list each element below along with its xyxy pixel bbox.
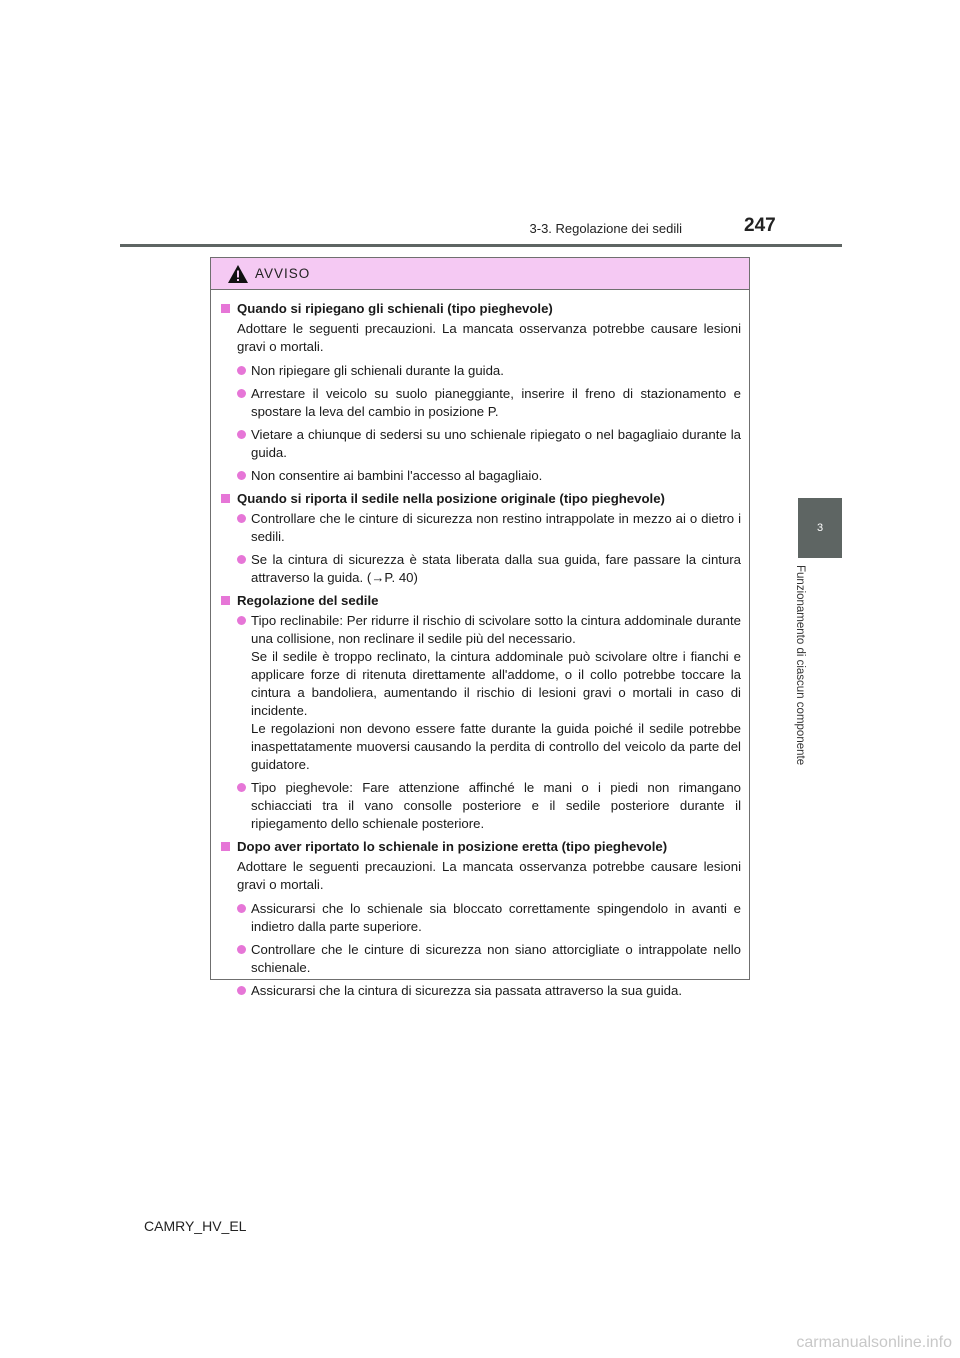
bullet-text: Assicurarsi che la cintura di sicurezza sia passata attraverso la sua guida.	[251, 983, 682, 998]
warning-section	[219, 592, 741, 833]
chapter-caption: Funzionamento di ciascun componente	[794, 565, 806, 766]
warning-section	[219, 838, 741, 1000]
bullet-item	[219, 900, 741, 936]
section-intro: Adottare le seguenti precauzioni. La mancata osservanza potrebbe causare lesioni gravi o mortali.	[237, 859, 741, 892]
section-heading: Quando si ripiegano gli schienali (tipo pieghevole)	[219, 300, 741, 318]
bullet-text: Tipo pieghevole: Fare attenzione affinché le mani o i piedi non rimangano schiacciati tra il vano consolle posteriore e il sedile posteriore durante il ripiegamento dello schienale posteriore.	[251, 780, 741, 831]
bullet-item	[219, 779, 741, 833]
bullet-text: Se il sedile è troppo reclinato, la cintura addominale può scivolare oltre i fianchi e applicare forze di ritenuta direttamente all'addome, o il collo potrebbe toccare la cintura a bandoliera, aumentando il rischio di lesioni gravi o mortali in caso di incidente.	[251, 649, 741, 718]
bullet-item	[219, 612, 741, 774]
section-heading: Quando si riporta il sedile nella posizione originale (tipo pieghevole)	[219, 490, 741, 508]
bullet-text: Non ripiegare gli schienali durante la guida.	[251, 363, 504, 378]
bullet-text: Le regolazioni non devono essere fatte durante la guida poiché il sedile potrebbe inaspettatamente muoversi causando la perdita di controllo del veicolo da parte del guidatore.	[251, 721, 741, 772]
bullet-text: Controllare che le cinture di sicurezza non siano attorcigliate o intrappolate nello schienale.	[251, 942, 741, 975]
bullet-item	[219, 941, 741, 977]
section-intro: Adottare le seguenti precauzioni. La mancata osservanza potrebbe causare lesioni gravi o mortali.	[237, 321, 741, 354]
warning-triangle-icon	[227, 264, 249, 284]
bullet-text: Arrestare il veicolo su suolo pianeggiante, inserire il freno di stazionamento e spostare la leva del cambio in posizione P.	[251, 386, 741, 419]
bullet-text: Vietare a chiunque di sedersi su uno schienale ripiegato o nel bagagliaio durante la guida.	[251, 427, 741, 460]
warning-header	[211, 258, 749, 290]
section-title: 3-3. Regolazione dei sedili	[529, 221, 682, 236]
model-code: CAMRY_HV_EL	[144, 1218, 247, 1234]
bullet-text: Assicurarsi che lo schienale sia bloccato correttamente spingendolo in avanti e indietro dalla parte superiore.	[251, 901, 741, 934]
bullet-text: Se la cintura di sicurezza è stata liberata dalla sua guida, fare passare la cintura attraverso la guida. (→P. 40)	[251, 552, 741, 585]
bullet-item	[219, 467, 741, 485]
page-header	[0, 0, 960, 250]
bullet-item	[219, 385, 741, 421]
bullet-text: Non consentire ai bambini l'accesso al bagagliaio.	[251, 468, 543, 483]
bullet-item	[219, 982, 741, 1000]
watermark: carmanualsonline.info	[796, 1334, 952, 1351]
section-heading: Regolazione del sedile	[219, 592, 741, 610]
page-number: 247	[744, 215, 776, 236]
bullet-item	[219, 510, 741, 546]
bullet-item	[219, 362, 741, 380]
bullet-text: Controllare che le cinture di sicurezza non restino intrappolate in mezzo ai o dietro i sedili.	[251, 511, 741, 544]
warning-box	[210, 257, 750, 998]
warning-body	[211, 290, 749, 1000]
warning-section	[219, 490, 741, 587]
chapter-number: 3	[816, 522, 824, 534]
bullet-item	[219, 551, 741, 587]
header-rule	[120, 244, 842, 247]
section-heading: Dopo aver riportato lo schienale in posizione eretta (tipo pieghevole)	[219, 838, 741, 856]
warning-label: AVVISO	[255, 266, 311, 281]
chapter-tab	[798, 498, 842, 558]
warning-section	[219, 300, 741, 485]
bullet-item	[219, 426, 741, 462]
bullet-text: Tipo reclinabile: Per ridurre il rischio di scivolare sotto la cintura addominale durante una collisione, non reclinare il sedile più del necessario.	[251, 613, 741, 646]
